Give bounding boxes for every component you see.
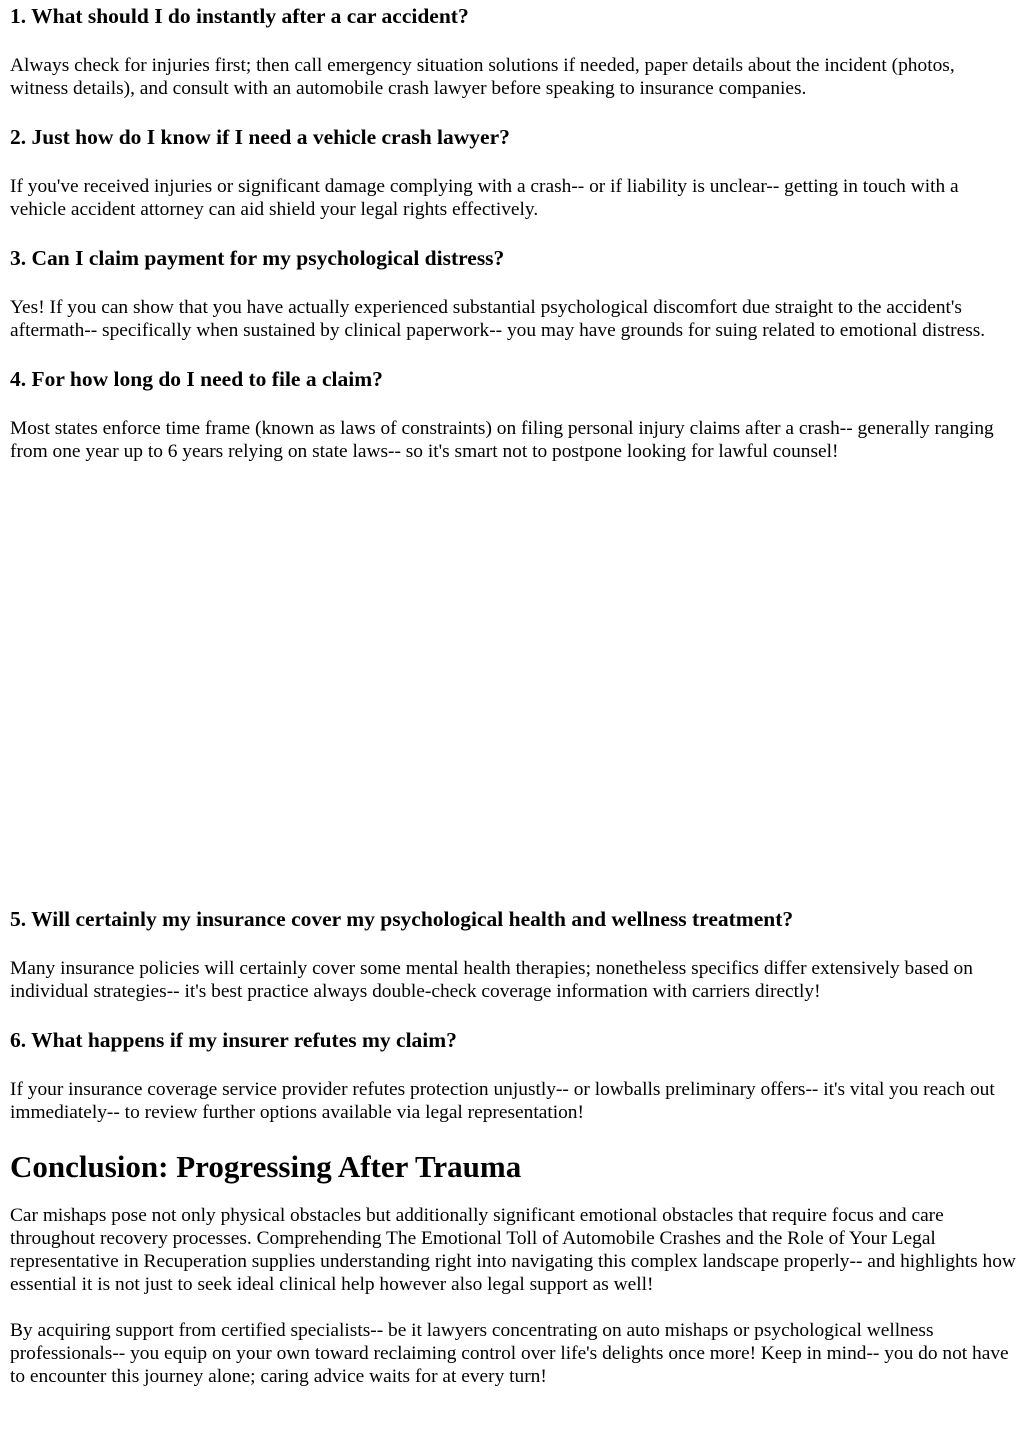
faq-question-4: 4. For how long do I need to file a claim? bbox=[10, 367, 383, 391]
faq-answer-1: Always check for injuries first; then call emergency situation solutions if needed, paper details about the incident (photos, witness details), and consult with an automobile crash lawyer before speaking to insurance companies. bbox=[10, 55, 955, 99]
conclusion-heading: Conclusion: Progressing After Trauma bbox=[10, 1149, 522, 1184]
faq-question-1: 1. What should I do instantly after a car accident? bbox=[10, 4, 469, 28]
conclusion-paragraph-2: By acquiring support from certified specialists-- be it lawyers concentrating on auto mishaps or psychological wellness professionals-- you equip on your own toward reclaiming control over life's delights once more! Keep in mind-- you do not have to encounter this journey alone; caring advice waits for at every turn! bbox=[10, 1320, 1009, 1387]
faq-answer-4: Most states enforce time frame (known as laws of constraints) on filing personal injury claims after a crash-- generally ranging from one year up to 6 years relying on state laws-- so it's smart not to postpone looking for lawful counsel! bbox=[10, 418, 994, 462]
faq-question-3: 3. Can I claim payment for my psychological distress? bbox=[10, 246, 505, 270]
conclusion-paragraph-1: Car mishaps pose not only physical obstacles but additionally significant emotional obstacles that require focus and care throughout recovery processes. Comprehending The Emotional Toll of Automobile Crashes and the Role of Your Legal representative in Recuperation supplies understanding right into navigating this complex landscape properly-- and highlights how essential it is not just to seek ideal clinical help however also legal support as well! bbox=[10, 1205, 1016, 1295]
faq-answer-2: If you've received injuries or significant damage complying with a crash-- or if liability is unclear-- getting in touch with a vehicle accident attorney can aid shield your legal rights effectively. bbox=[10, 176, 959, 220]
faq-answer-5: Many insurance policies will certainly cover some mental health therapies; nonetheless specifics differ extensively based on individual strategies-- it's best practice always double-check coverage information with carriers directly! bbox=[10, 958, 973, 1002]
blank-embed-area bbox=[10, 463, 1016, 906]
faq-question-5: 5. Will certainly my insurance cover my psychological health and wellness treatment? bbox=[10, 907, 794, 931]
article-content bbox=[0, 3, 1024, 1388]
faq-question-2: 2. Just how do I know if I need a vehicle crash lawyer? bbox=[10, 125, 510, 149]
faq-answer-3: Yes! If you can show that you have actually experienced substantial psychological discomfort due straight to the accident's aftermath-- specifically when sustained by clinical paperwork-- you may have grounds for suing related to emotional distress. bbox=[10, 297, 986, 341]
faq-question-6: 6. What happens if my insurer refutes my claim? bbox=[10, 1028, 457, 1052]
faq-answer-6: If your insurance coverage service provider refutes protection unjustly-- or lowballs preliminary offers-- it's vital you reach out immediately-- to review further options available via legal representation! bbox=[10, 1079, 995, 1123]
